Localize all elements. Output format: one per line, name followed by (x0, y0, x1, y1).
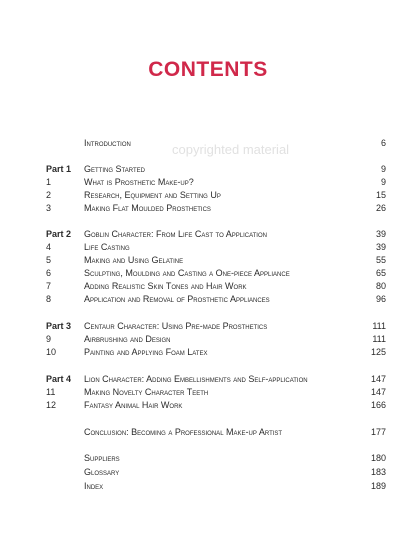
toc-chapter-number: 1 (46, 177, 52, 187)
toc-entry-page: 80 (375, 281, 386, 291)
toc-entry-page: 189 (370, 481, 386, 491)
toc-chapter-1 (0, 175, 416, 189)
toc-entry-glossary (0, 465, 416, 479)
toc-chapter-8 (0, 292, 416, 306)
toc-entry-page: 177 (370, 427, 386, 437)
toc-entry-page: 183 (370, 467, 386, 477)
toc-entry-page: 39 (375, 229, 386, 239)
toc-part-label: Part 4 (46, 374, 72, 384)
toc-chapter-5 (0, 253, 416, 267)
toc-entry-page: 9 (380, 177, 386, 187)
toc-part-1 (0, 162, 416, 176)
page-title: CONTENTS (148, 58, 268, 81)
toc-entry-page: 65 (375, 268, 386, 278)
toc-chapter-4 (0, 240, 416, 254)
toc-entry-page: 125 (370, 347, 386, 357)
toc-chapter-number: 12 (46, 400, 57, 410)
toc-chapter-9 (0, 332, 416, 346)
toc-entry-index (0, 479, 416, 493)
toc-entry-page: 147 (370, 387, 386, 397)
toc-chapter-3 (0, 201, 416, 215)
toc-part-label: Part 1 (46, 164, 72, 174)
toc-entry-page: 180 (370, 453, 386, 463)
toc-chapter-number: 11 (46, 387, 56, 397)
watermark: copyrighted material (172, 142, 290, 157)
toc-entry-page: 6 (380, 138, 386, 148)
toc-chapter-12 (0, 398, 416, 412)
toc-entry-page: 55 (375, 255, 386, 265)
toc-entry-label: Suppliers (84, 453, 120, 463)
toc-entry-page: 39 (375, 242, 386, 252)
toc-chapter-number: 5 (46, 255, 52, 265)
toc-entry-label: Lion Character: Adding Embellishments and Self-application (84, 374, 308, 384)
toc-entry-page: 147 (370, 374, 386, 384)
toc-entry-label: Sculpting, Moulding and Casting a One-piece Appliance (84, 268, 290, 278)
toc-entry-conclusion (0, 425, 416, 439)
toc-part-label: Part 3 (46, 321, 72, 331)
toc-chapter-number: 3 (46, 203, 52, 213)
toc-part-label: Part 2 (46, 229, 72, 239)
toc-entry-page: 111 (372, 334, 386, 344)
toc-entry-suppliers (0, 451, 416, 465)
toc-chapter-number: 2 (46, 190, 52, 200)
toc-chapter-11 (0, 385, 416, 399)
toc-entry-page: 111 (372, 321, 386, 331)
toc-entry-label: Life Casting (84, 242, 130, 252)
toc-chapter-number: 4 (46, 242, 52, 252)
toc-part-3 (0, 319, 416, 333)
toc-entry-page: 26 (375, 203, 386, 213)
toc-entry-label: Fantasy Animal Hair Work (84, 400, 183, 410)
toc-entry-label: Painting and Applying Foam Latex (84, 347, 208, 357)
toc-entry-page: 9 (380, 164, 386, 174)
toc-entry-page: 166 (370, 400, 386, 410)
toc-chapter-number: 8 (46, 294, 52, 304)
toc-chapter-number: 7 (46, 281, 52, 291)
toc-entry-label: What is Prosthetic Make-up? (84, 177, 194, 187)
toc-entry-label: Airbrushing and Design (84, 334, 171, 344)
toc-entry-label: Research, Equipment and Setting Up (84, 190, 221, 200)
toc-entry-label: Making and Using Gelatine (84, 255, 184, 265)
toc-entry-label: Goblin Character: From Life Cast to Application (84, 229, 267, 239)
toc-entry-label: Application and Removal of Prosthetic Appliances (84, 294, 270, 304)
toc-entry-introduction (0, 136, 416, 150)
toc-entry-label: Centaur Character: Using Pre-made Prosthetics (84, 321, 268, 331)
toc-chapter-number: 6 (46, 268, 52, 278)
toc-chapter-7 (0, 279, 416, 293)
toc-entry-label: Adding Realistic Skin Tones and Hair Work (84, 281, 247, 291)
toc-entry-label: Glossary (84, 467, 120, 477)
toc-entry-label: Getting Started (84, 164, 145, 174)
toc-entry-label: Making Novelty Character Teeth (84, 387, 209, 397)
toc-part-2 (0, 227, 416, 241)
toc-entry-label: Conclusion: Becoming a Professional Make-up Artist (84, 427, 283, 437)
toc-entry-label: Making Flat Moulded Prosthetics (84, 203, 211, 213)
toc-entry-page: 96 (375, 294, 386, 304)
toc-chapter-2 (0, 188, 416, 202)
toc-part-4 (0, 372, 416, 386)
toc-entry-label: Index (84, 481, 104, 491)
toc-chapter-number: 10 (46, 347, 57, 357)
toc-entry-page: 15 (375, 190, 386, 200)
toc-entry-label: Introduction (84, 138, 131, 148)
toc-chapter-number: 9 (46, 334, 52, 344)
toc-chapter-6 (0, 266, 416, 280)
toc-chapter-10 (0, 345, 416, 359)
